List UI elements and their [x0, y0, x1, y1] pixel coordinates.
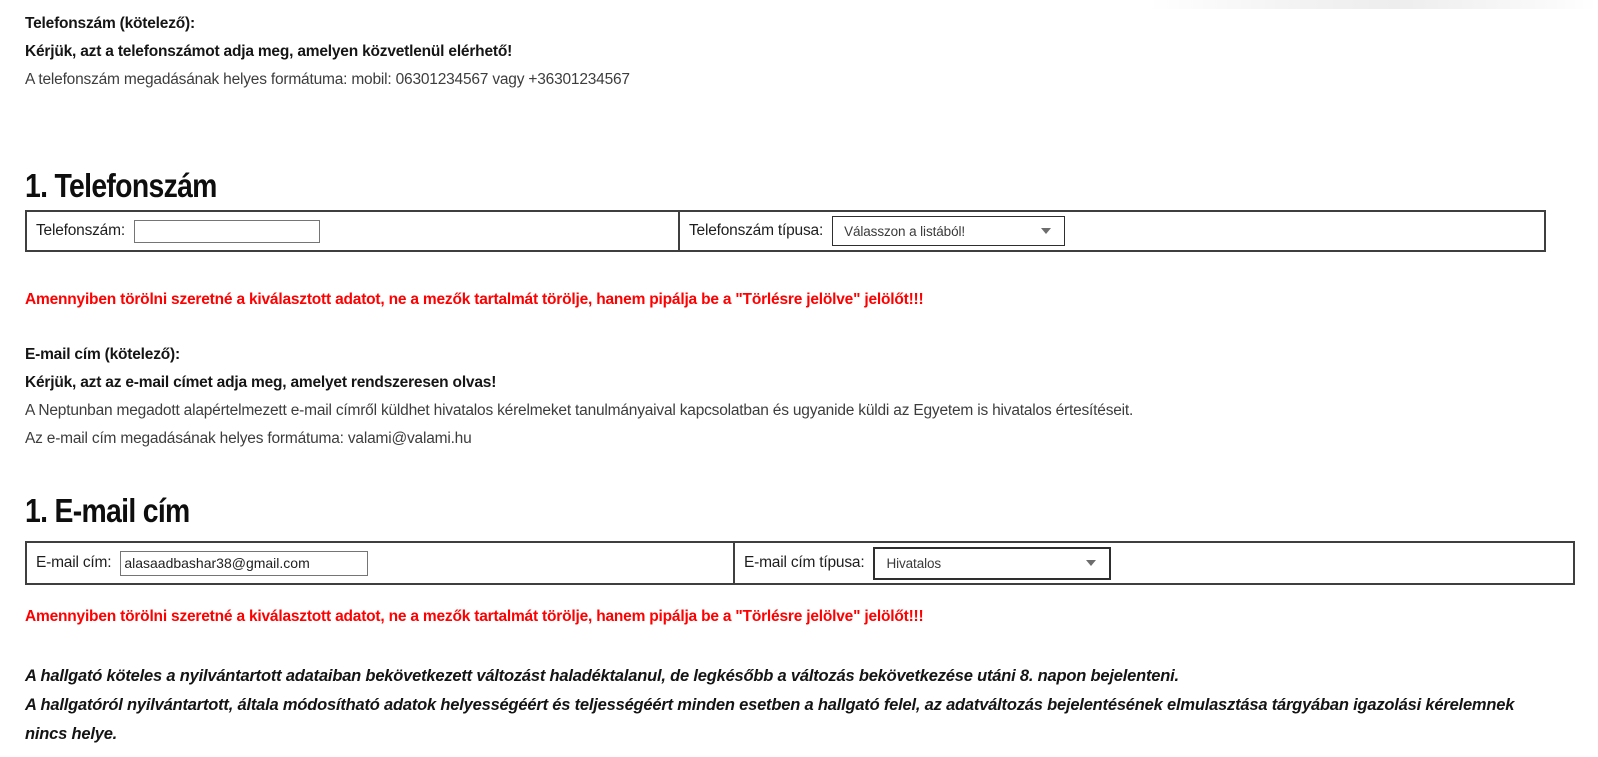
footer-notice-line2: A hallgatóról nyilvántartott, általa módosítható adatok helyességéért és teljességéért minden esetben a hallgató felel, az adatváltozás bejelentésének elmulasztása tárgyában igazolási kérelemnek nincs helye. — [25, 696, 1515, 743]
phone-intro-title: Telefonszám (kötelező): — [25, 15, 195, 32]
phone-type-select[interactable] — [832, 216, 1065, 246]
email-address-label: E-mail cím: — [36, 554, 112, 571]
phone-table — [25, 210, 1546, 252]
chevron-down-icon — [1041, 228, 1051, 234]
phone-number-label: Telefonszám: — [36, 222, 125, 239]
phone-type-selected-value: Válasszon a listából! — [844, 223, 966, 239]
delete-warning-phone: Amennyiben törölni szeretné a kiválasztott adatot, ne a mezők tartalmát törölje, hanem pipálja be a "Törlésre jelölve" jelölőt!!! — [25, 291, 924, 308]
phone-type-label: Telefonszám típusa: — [689, 222, 824, 239]
footer-notice-line1: A hallgató köteles a nyilvántartott adataiban bekövetkezett változást haladéktalanul, de legkésőbb a változás bekövetkezése utáni 8. napon bejelenteni. — [25, 667, 1179, 685]
top-edge-artifact — [1148, 0, 1598, 9]
email-address-cell — [27, 543, 735, 583]
email-intro — [25, 341, 1133, 453]
phone-type-cell — [680, 212, 1074, 250]
email-table — [25, 541, 1575, 585]
email-type-select[interactable] — [873, 547, 1111, 580]
email-intro-format-hint: Az e-mail cím megadásának helyes formátuma: valami@valami.hu — [25, 430, 472, 447]
email-address-input[interactable] — [120, 551, 368, 576]
phone-intro-request: Kérjük, azt a telefonszámot adja meg, amelyen közvetlenül elérhető! — [25, 43, 513, 60]
email-section-heading: 1. E-mail cím — [25, 492, 190, 529]
phone-number-input[interactable] — [134, 220, 320, 243]
email-intro-neptun-info: A Neptunban megadott alapértelmezett e-mail címről küldhet hivatalos kérelmeket tanulmányaival kapcsolatban és ugyanide küldi az Egyetem is hivatalos értesítéseit. — [25, 402, 1134, 419]
phone-intro — [25, 10, 630, 94]
email-type-cell — [735, 543, 1120, 583]
email-type-label: E-mail cím típusa: — [744, 554, 865, 571]
phone-section-heading: 1. Telefonszám — [25, 167, 217, 204]
phone-number-cell — [27, 212, 680, 250]
email-intro-request: Kérjük, azt az e-mail címet adja meg, amelyet rendszeresen olvas! — [25, 374, 497, 391]
email-intro-title: E-mail cím (kötelező): — [25, 346, 180, 363]
chevron-down-icon — [1086, 560, 1096, 566]
delete-warning-email: Amennyiben törölni szeretné a kiválasztott adatot, ne a mezők tartalmát törölje, hanem pipálja be a "Törlésre jelölve" jelölőt!!! — [25, 608, 924, 625]
footer-legal-notice — [25, 662, 1557, 749]
phone-intro-format-hint: A telefonszám megadásának helyes formátuma: mobil: 06301234567 vagy +36301234567 — [25, 71, 630, 88]
email-type-selected-value: Hivatalos — [886, 555, 942, 571]
